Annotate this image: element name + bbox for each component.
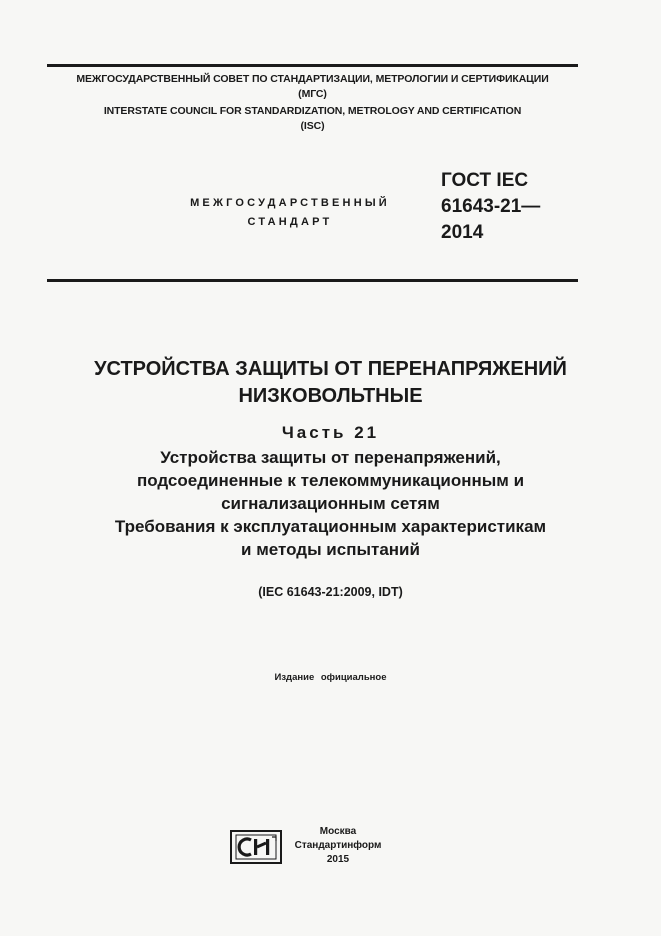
publisher-year: 2015 [326, 854, 350, 865]
part-title-line4: Требования к эксплуатационным характеристикам [114, 517, 547, 536]
standard-kind [170, 194, 410, 232]
middle-divider [47, 279, 578, 282]
council-name-en [47, 104, 578, 134]
iec-reference: (IEC 61643-21:2009, IDT) [258, 585, 403, 599]
part-title-line2: подсоединенные к телекоммуникационным и [136, 471, 525, 490]
council-ru-line1: МЕЖГОСУДАРСТВЕННЫЙ СОВЕТ ПО СТАНДАРТИЗАЦИИ, МЕТРОЛОГИИ И СЕРТИФИКАЦИИ [76, 73, 549, 85]
edition-note: Издание официальное [274, 672, 387, 683]
publisher-block [230, 825, 430, 871]
council-ru-line2: (МГС) [298, 88, 327, 100]
part-label: Часть 21 [281, 423, 380, 442]
document-title [20, 356, 641, 410]
standard-number-line1: ГОСТ IEC [441, 170, 529, 191]
part-title-line5: и методы испытаний [241, 540, 420, 559]
council-name-ru [47, 72, 578, 102]
part-title-line1: Устройства защиты от перенапряжений, [160, 448, 501, 467]
standard-kind-line1: МЕЖГОСУДАРСТВЕННЫЙ [190, 197, 390, 209]
publisher-city: Москва [319, 826, 357, 837]
standard-kind-line2: СТАНДАРТ [247, 216, 333, 228]
publisher-text [288, 825, 388, 867]
publisher-name: Стандартинформ [294, 840, 382, 851]
standard-number [441, 168, 540, 246]
title-line1: УСТРОЙСТВА ЗАЩИТЫ ОТ ПЕРЕНАПРЯЖЕНИЙ [94, 358, 567, 380]
standard-number-line2: 61643-21— [441, 196, 541, 217]
standard-number-line3: 2014 [441, 222, 484, 243]
title-line2: НИЗКОВОЛЬТНЫЕ [238, 385, 423, 407]
council-en-line1: INTERSTATE COUNCIL FOR STANDARDIZATION, METROLOGY AND CERTIFICATION [103, 105, 522, 117]
standartinform-logo-icon [230, 830, 282, 864]
council-en-line2: (ISC) [300, 120, 325, 132]
top-divider [47, 64, 578, 67]
part-title-line3: сигнализационным сетям [221, 494, 440, 513]
part-title [20, 446, 641, 561]
